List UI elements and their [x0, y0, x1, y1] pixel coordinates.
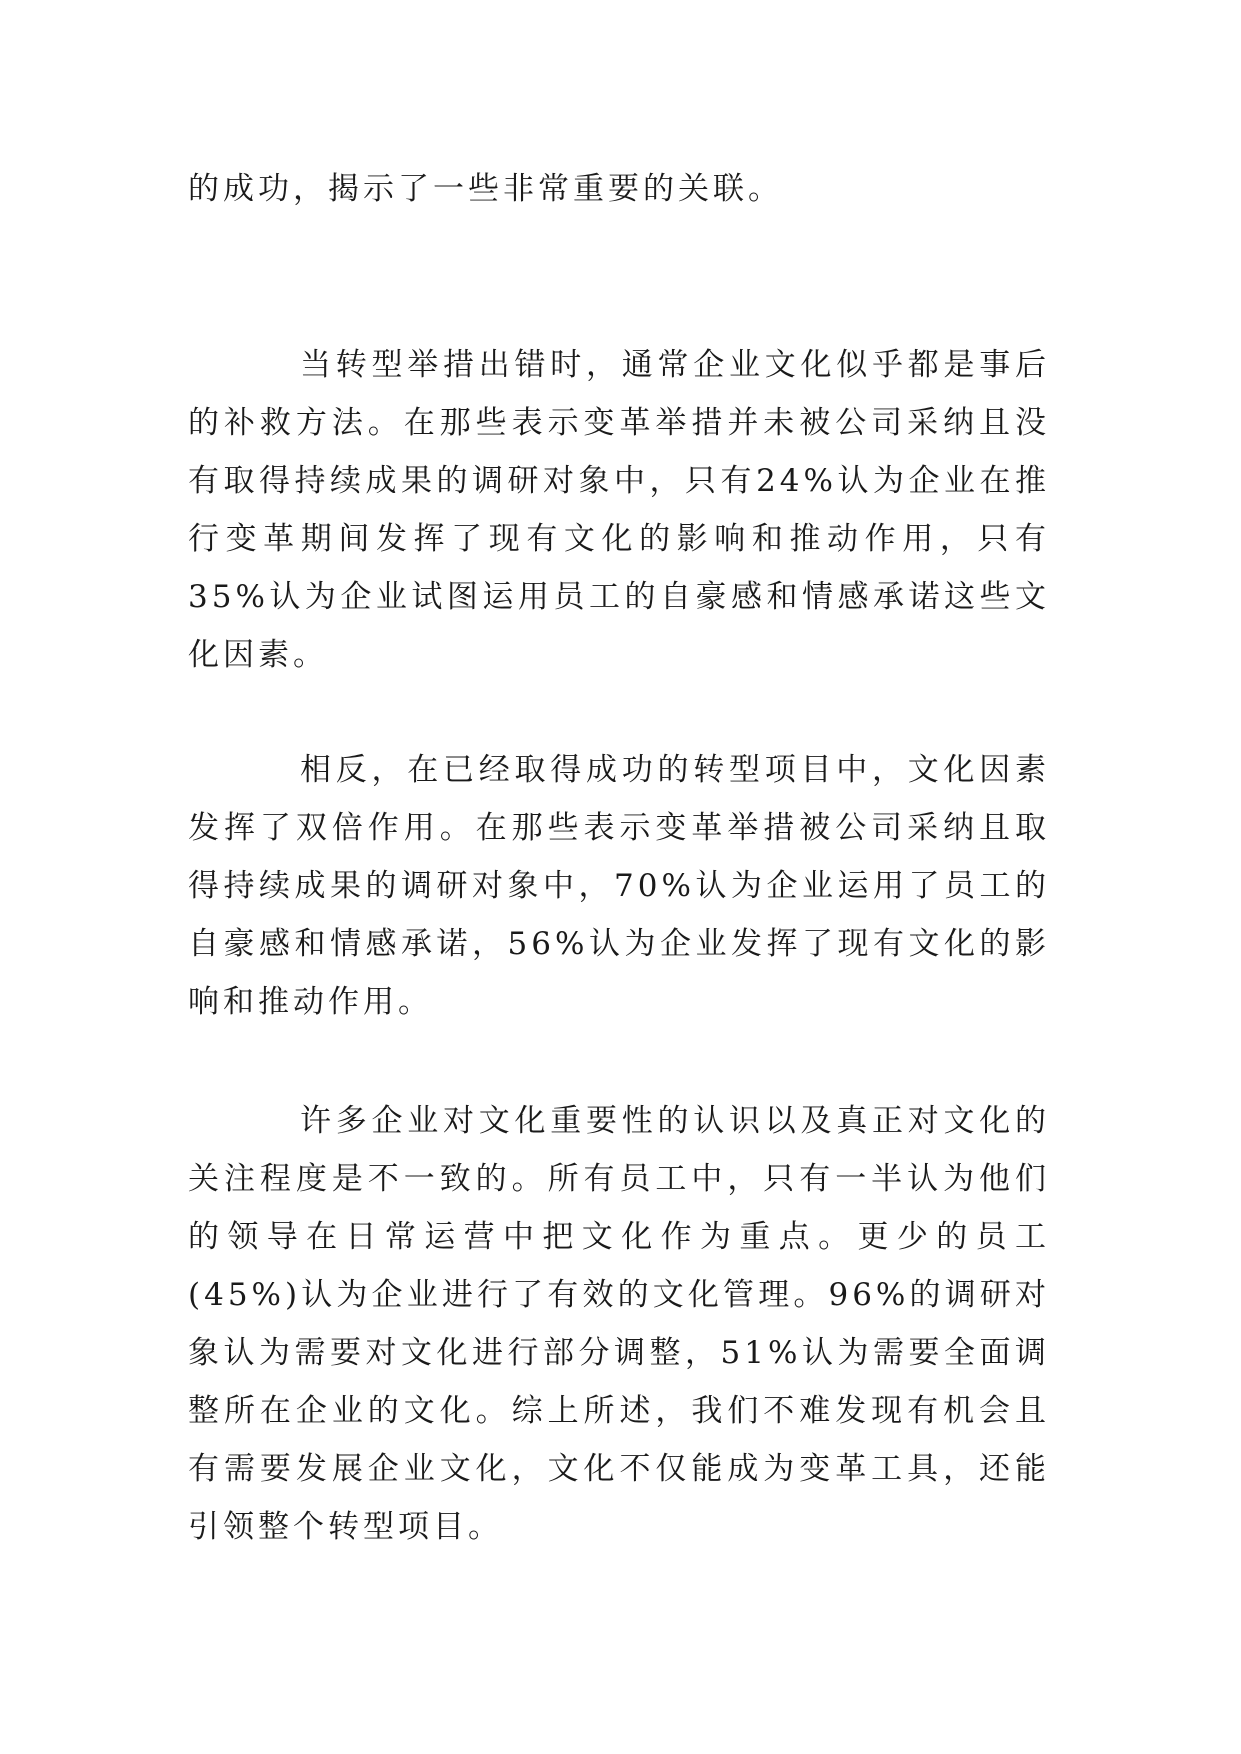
- paragraph-transformation-success: 相反，在已经取得成功的转型项目中，文化因素发挥了双倍作用。在那些表示变革举措被公司采纳且取得持续成果的调研对象中，70%认为企业运用了员工的自豪感和情感承诺，56%认为企业发挥了现有文化的影响和推动作用。: [188, 752, 1050, 1020]
- paragraph-culture-importance: 许多企业对文化重要性的认识以及真正对文化的关注程度是不一致的。所有员工中，只有一半认为他们的领导在日常运营中把文化作为重点。更少的员工(45%)认为企业进行了有效的文化管理。96%的调研对象认为需要对文化进行部分调整，51%认为需要全面调整所在企业的文化。综上所述，我们不难发现有机会且有需要发展企业文化，文化不仅能成为变革工具，还能引领整个转型项目。: [188, 1103, 1050, 1545]
- paragraph-transformation-failure: 当转型举措出错时，通常企业文化似乎都是事后的补救方法。在那些表示变革举措并未被公司采纳且没有取得持续成果的调研对象中，只有24%认为企业在推行变革期间发挥了现有文化的影响和推动作用，只有35%认为企业试图运用员工的自豪感和情感承诺这些文化因素。: [188, 347, 1050, 673]
- paragraph-continuation: 的成功，揭示了一些非常重要的关联。: [188, 171, 783, 207]
